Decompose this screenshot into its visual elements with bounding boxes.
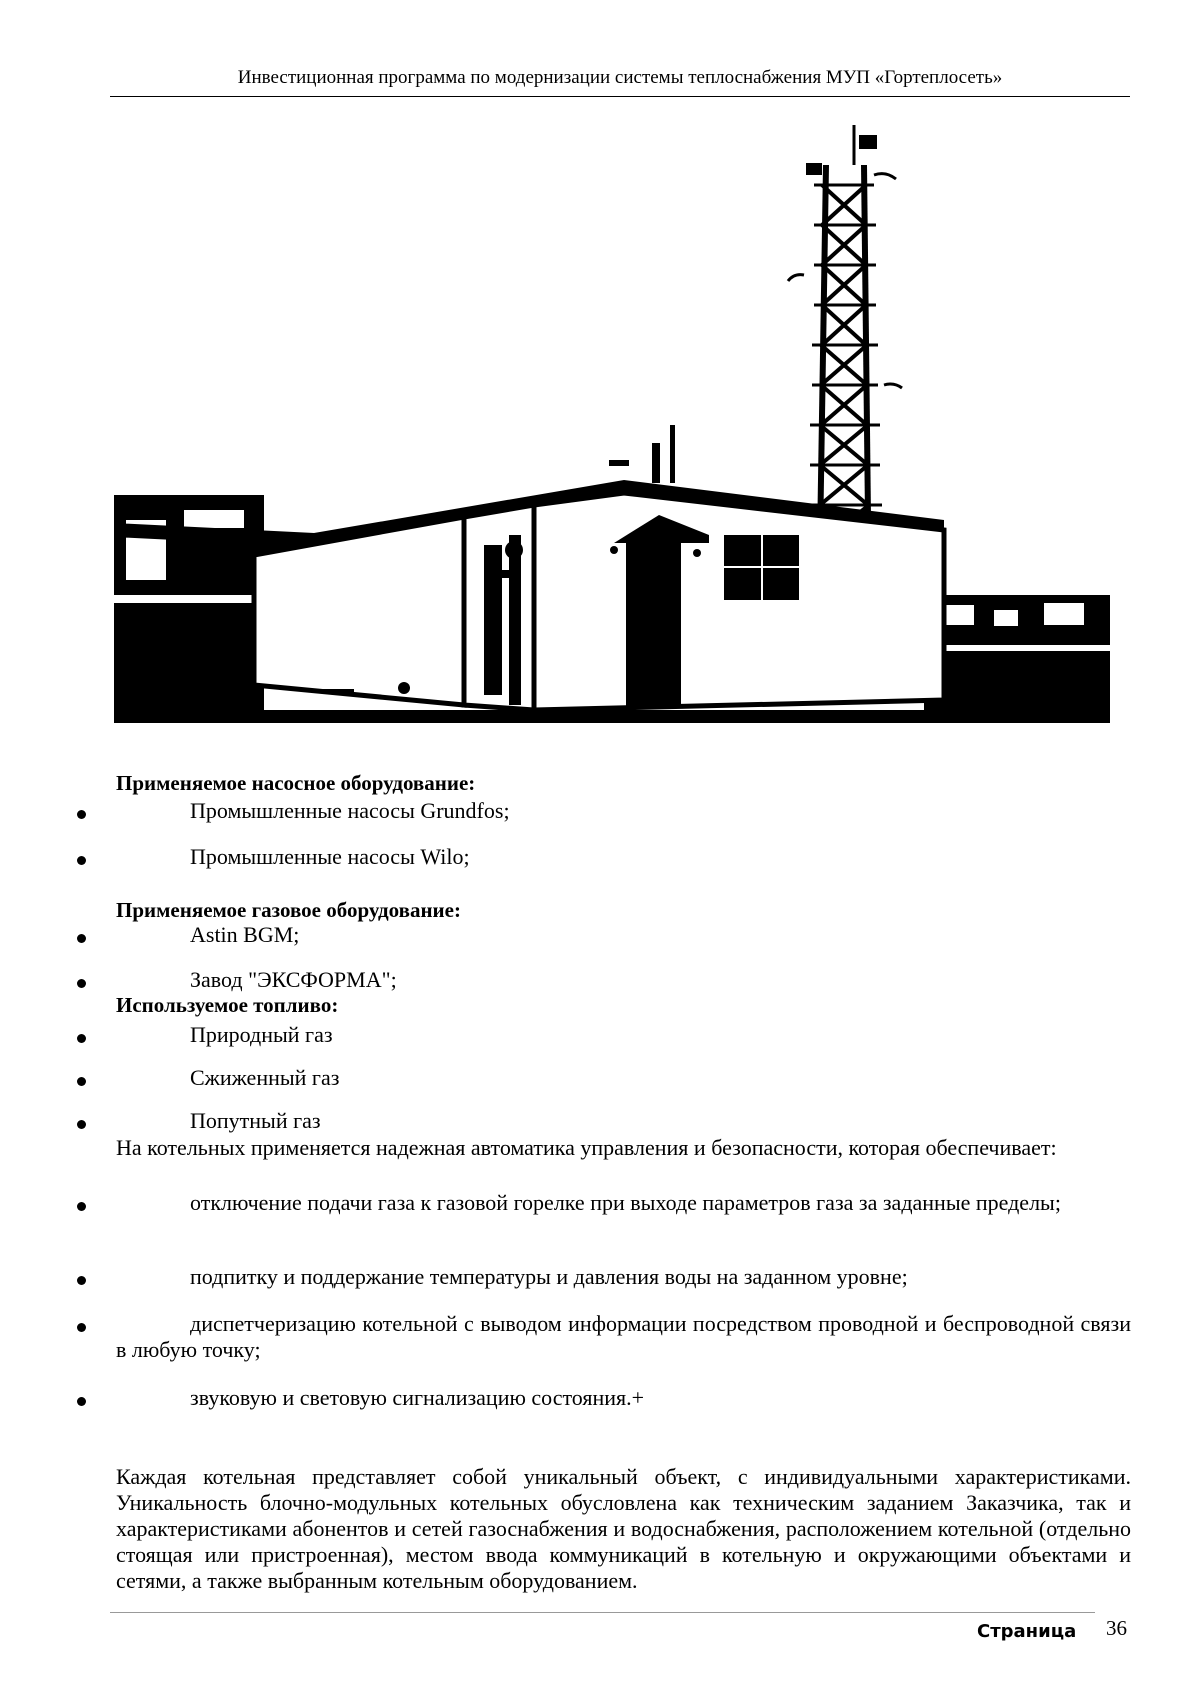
bullet-icon xyxy=(77,856,86,865)
footer-page-number: 36 xyxy=(1106,1616,1127,1640)
pumps-item: Промышленные насосы Wilo; xyxy=(190,844,470,869)
bullet-icon xyxy=(77,1276,86,1285)
automation-item: отключение подачи газа к газовой горелке при выходе параметров газа за заданные пределы; xyxy=(190,1190,1061,1215)
fuel-item: Сжиженный газ xyxy=(190,1065,340,1090)
fuel-heading: Используемое топливо: xyxy=(116,993,339,1017)
bullet-icon xyxy=(77,1202,86,1211)
automation-item: диспетчеризацию котельной с выводом информации посредством проводной и беспроводной связи в любую точку; xyxy=(116,1311,1131,1362)
bullet-icon xyxy=(77,979,86,988)
bullet-icon xyxy=(77,1120,86,1129)
pumps-item: Промышленные насосы Grundfos; xyxy=(190,798,510,823)
gas-equipment-heading: Применяемое газовое оборудование: xyxy=(116,898,461,922)
automation-item: звуковую и световую сигнализацию состояния.+ xyxy=(190,1385,645,1410)
footer-divider xyxy=(110,1612,1095,1613)
footer-page-label: Страница xyxy=(977,1621,1077,1642)
bullet-icon xyxy=(77,1034,86,1043)
header-divider xyxy=(110,96,1130,97)
pumps-heading: Применяемое насосное оборудование: xyxy=(116,771,476,795)
gas-equipment-item: Astin BGM; xyxy=(190,922,300,947)
page-header-title: Инвестиционная программа по модернизации системы теплоснабжения МУП «Гортеплосеть» xyxy=(237,67,1003,88)
closing-paragraph: Каждая котельная представляет собой уникальный объект, с индивидуальными характеристиками. Уникальность блочно-модульных котельных обусловлена как техническим заданием Заказчика, так и характеристиками абонентов и сетей газоснабжения и водоснабжения, расположением котельной (отдельно стоящая или пристроенная), местом ввода коммуникаций в котельную и окружающими объектами и сетями, а также выбранным котельным оборудованием. xyxy=(116,1464,1131,1593)
fuel-item: Природный газ xyxy=(190,1022,333,1047)
automation-intro: На котельных применяется надежная автоматика управления и безопасности, которая обеспечивает: xyxy=(116,1135,1057,1160)
gas-equipment-item: Завод "ЭКСФОРМА"; xyxy=(190,967,397,992)
bullet-icon xyxy=(77,1077,86,1086)
automation-item: подпитку и поддержание температуры и давления воды на заданном уровне; xyxy=(190,1264,908,1289)
bullet-icon xyxy=(77,934,86,943)
bullet-icon xyxy=(77,1397,86,1406)
bullet-icon xyxy=(77,810,86,819)
bullet-icon xyxy=(77,1323,86,1332)
boiler-house-photo xyxy=(114,125,1110,723)
fuel-item: Попутный газ xyxy=(190,1108,321,1133)
